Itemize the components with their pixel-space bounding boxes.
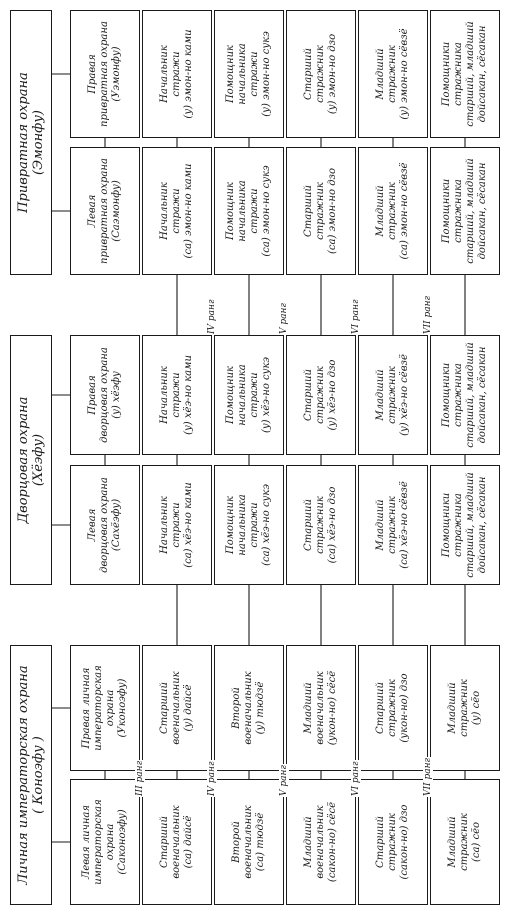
col3-right-0: Правая привратная охрана (Уэмонфу) (70, 10, 140, 138)
col1-right-1: Старший военачальник (у) дайсё (142, 645, 212, 771)
col3-left-2: Помощник начальника стражи (са) эмон-но сукэ (214, 147, 284, 275)
col2-right-3: Старший стражник (у) хёэ-но дзо (286, 335, 356, 455)
col2-right-0: Правая дворцовая охрана (у) хёэфу (70, 335, 140, 455)
col3-left-0: Левая привратная охрана (Саэмонфу) (70, 147, 140, 275)
col2-right-5: Помощники стражника старший, младший дойсакан, сёсакан (430, 335, 500, 455)
col2-left-2: Помощник начальника стражи (са) хёэ-но сукэ (214, 465, 284, 585)
col3-right-4: Младший стражник (у) эмон-но сёвзё (358, 10, 428, 138)
col3-right-3: Старший стражник (у) эмон-но дзо (286, 10, 356, 138)
col3-right-1: Начальник стражи (у) эмон-но ками (142, 10, 212, 138)
col1-rank-label: VII ранг (423, 757, 433, 796)
col1-right-5: Младший стражник (у) сёо (430, 645, 500, 771)
col3-right-5: Помощники стражника старший, младший дойсакан, сёсакан (430, 10, 500, 138)
col1-left-0: Левая личная императорская охрана (Саконоэфу) (70, 779, 140, 905)
col2-right-4: Младший стражник (у) хёэ-но сёвзё (358, 335, 428, 455)
col2-right-2: Помощник начальника стражи (у) хёэ-но сукэ (214, 335, 284, 455)
col1-left-5: Младший стражник (са) сёо (430, 779, 500, 905)
col3-right-2: Помощник начальника стражи (у) эмон-но сукэ (214, 10, 284, 138)
col3-left-5: Помощники стражника старший, младший дойсакан, сёсакан (430, 147, 500, 275)
col1-left-4: Старший стражник (сакон-но) дзо (358, 779, 428, 905)
col3-title: Привратная охрана (Эмонфу) (10, 10, 52, 275)
col1-right-0: Правая личная императорская охрана (Уконоэфу) (70, 645, 140, 771)
col2-left-4: Младший стражник (са) хёэ-но сёвзё (358, 465, 428, 585)
col1-rank-label: VI ранг (351, 761, 361, 796)
col2-left-5: Помощники стражника старший, младший дойсакан, сёсакан (430, 465, 500, 585)
col3-left-3: Старший стражник (са) эмон-но дзо (286, 147, 356, 275)
col1-left-1: Старший военачальник (са) дайсё (142, 779, 212, 905)
col2-title: Дворцовая охрана (Хёэфу) (10, 335, 52, 585)
col1-left-2: Второй военачальник (са) тюдзё (214, 779, 284, 905)
col3-rank-label: IV ранг (207, 299, 217, 334)
col1-left-3: Младший военачальник (сакон-но) сёсё (286, 779, 356, 905)
col1-rank-label: V ранг (279, 765, 289, 796)
col1-rank-label: IV ранг (207, 761, 217, 796)
col1-right-3: Младший военачальник (укон-но) сёсё (286, 645, 356, 771)
col3-rank-label: VI ранг (351, 299, 361, 334)
col3-left-4: Младший стражник (са) эмон-но сёвзё (358, 147, 428, 275)
col1-title: Личная императорская охрана ( Коноэфу ) (10, 645, 52, 905)
col1-right-4: Старший стражник (укон-но) дзо (358, 645, 428, 771)
col2-left-1: Начальник стражи (са) хёэ-но ками (142, 465, 212, 585)
col2-left-0: Левая дворцовая охрана (Сахёэфу) (70, 465, 140, 585)
col1-rank-label: III ранг (135, 760, 145, 796)
col3-left-1: Начальник стражи (са) эмон-но ками (142, 147, 212, 275)
col3-rank-label: VII ранг (423, 295, 433, 334)
col2-left-3: Старший стражник (са) хёэ-но дзо (286, 465, 356, 585)
col3-rank-label: V ранг (279, 303, 289, 334)
col2-right-1: Начальник стражи (у) хёэ-но ками (142, 335, 212, 455)
col1-right-2: Второй военачальник (у) тюдзё (214, 645, 284, 771)
